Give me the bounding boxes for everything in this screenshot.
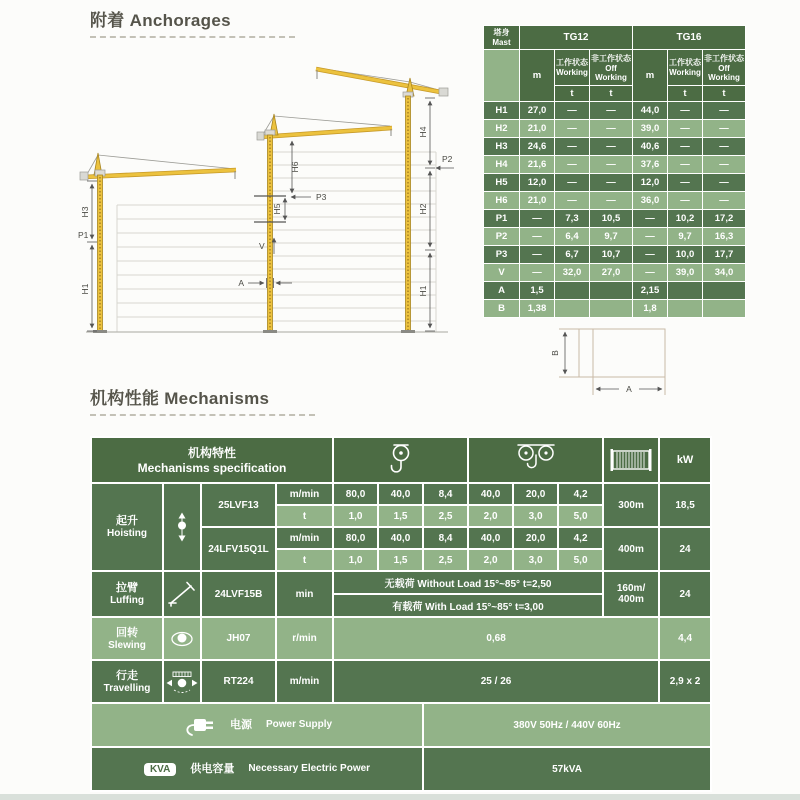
hoisting-zh: 起升	[116, 515, 138, 527]
anchorage-value-cell	[703, 282, 746, 300]
travelling-zh: 行走	[116, 669, 138, 682]
mechanism-slewing-label	[91, 617, 163, 660]
value-cell: 40,0	[468, 527, 513, 549]
anchorage-value-cell: —	[668, 138, 703, 156]
dim-label-a: A	[238, 278, 244, 288]
anchorage-row-label: B	[484, 300, 520, 318]
anchorage-table	[483, 25, 746, 318]
anchorages-title: 附着 Anchorages	[90, 6, 295, 38]
travelling-value: 25 / 26	[333, 660, 659, 703]
anchorage-value-cell: 27,0	[520, 102, 555, 120]
anchorage-value-cell: —	[703, 120, 746, 138]
anchorage-value-cell: 6,7	[555, 246, 590, 264]
anchorage-value-cell: —	[590, 120, 633, 138]
dim-label-p2: P2	[442, 154, 453, 164]
luffing-zh: 拉臂	[116, 582, 138, 594]
anchorage-value-cell: 1,5	[520, 282, 555, 300]
anchorage-row	[484, 300, 746, 318]
mast-corner-en: Mast	[492, 38, 511, 47]
anchorage-value-cell: 10,5	[590, 210, 633, 228]
value-cell: 20,0	[513, 527, 558, 549]
value-cell: 4,2	[558, 527, 603, 549]
anchorage-value-cell: —	[590, 138, 633, 156]
value-cell: 1,0	[333, 549, 378, 571]
power-cell: 2,9 x 2	[659, 660, 711, 703]
anchorage-row	[484, 246, 746, 264]
electric-power-zh: 供电容量	[190, 763, 235, 775]
value-cell: 2,0	[468, 549, 513, 571]
power-supply-label-cell	[91, 703, 423, 747]
rope-drum-column-header	[603, 437, 659, 483]
unit-cell: m/min	[276, 660, 333, 703]
anchorage-value-cell: 12,0	[520, 174, 555, 192]
dim-label-h1-left: H1	[80, 283, 90, 295]
unit-cell: t	[276, 505, 333, 527]
value-cell: 2,0	[468, 505, 513, 527]
value-cell: 40,0	[378, 483, 423, 505]
unit-cell: t	[276, 549, 333, 571]
value-cell: 8,4	[423, 527, 468, 549]
value-cell: 4,2	[558, 483, 603, 505]
unit-cell: r/min	[276, 617, 333, 660]
slewing-value: 0,68	[333, 617, 659, 660]
anchorage-value-cell: —	[590, 174, 633, 192]
anchorage-value-cell: —	[590, 102, 633, 120]
anchorage-value-cell: 44,0	[633, 102, 668, 120]
travelling-en: Travelling	[103, 682, 151, 694]
slewing-icon	[169, 629, 195, 649]
anchorage-value-cell: 1,8	[633, 300, 668, 318]
anchorage-value-cell: 10,0	[668, 246, 703, 264]
luffing-icon-cell	[163, 571, 201, 617]
anchorage-value-cell: —	[703, 156, 746, 174]
rope-length-cell: 300m	[603, 483, 659, 527]
working-en: Working	[556, 68, 588, 77]
rope-drum-icon	[609, 447, 653, 473]
dim-label-h4: H4	[418, 126, 428, 138]
anchorage-value-cell: 16,3	[703, 228, 746, 246]
anchorage-value-cell: 32,0	[555, 264, 590, 282]
spec-zh: 机构特性	[188, 445, 237, 460]
col-header-offworking-tg12	[590, 50, 633, 86]
slewing-model: JH07	[201, 617, 276, 660]
travelling-icon	[165, 670, 199, 694]
value-cell: 3,0	[513, 549, 558, 571]
double-hook-icon	[510, 441, 562, 479]
anchorage-value-cell: —	[520, 210, 555, 228]
corner-empty-cell	[484, 50, 520, 102]
power-cell: 18,5	[659, 483, 711, 527]
anchorage-value-cell: —	[668, 102, 703, 120]
luffing-icon	[167, 581, 197, 607]
building-low-block	[117, 205, 269, 332]
travelling-icon-cell	[163, 660, 201, 703]
anchorage-row	[484, 192, 746, 210]
anchorage-row-label: H3	[484, 138, 520, 156]
anchorage-value-cell: 34,0	[703, 264, 746, 282]
mechanisms-spec-header	[91, 437, 333, 483]
value-cell: 3,0	[513, 505, 558, 527]
hoisting-model-1: 24LFV15Q1L	[201, 527, 276, 571]
anchorage-row	[484, 282, 746, 300]
anchorage-value-cell: —	[633, 264, 668, 282]
crane-middle	[254, 114, 392, 333]
anchorage-value-cell: 21,6	[520, 156, 555, 174]
anchorage-row-label: V	[484, 264, 520, 282]
anchorage-value-cell: —	[703, 192, 746, 210]
luffing-condition-2: 有载荷 With Load 15°~85° t=3,00	[333, 594, 603, 617]
value-cell: 8,4	[423, 483, 468, 505]
anchorage-row-label: H6	[484, 192, 520, 210]
anchorage-value-cell: —	[668, 192, 703, 210]
kva-badge: KVA	[144, 763, 176, 776]
slewing-en: Slewing	[108, 639, 146, 651]
power-supply-value: 380V 50Hz / 440V 60Hz	[423, 703, 711, 747]
cross-section-label-a: A	[626, 384, 632, 394]
dim-label-h1-right: H1	[418, 285, 428, 297]
anchorage-row	[484, 120, 746, 138]
anchorage-value-cell: 21,0	[520, 120, 555, 138]
value-cell: 2,5	[423, 549, 468, 571]
anchorage-value-cell: 9,7	[668, 228, 703, 246]
mast-corner-header	[484, 26, 520, 50]
mechanism-luffing-label	[91, 571, 163, 617]
value-cell: 1,5	[378, 549, 423, 571]
anchorage-value-cell: 36,0	[633, 192, 668, 210]
anchorage-value-cell	[555, 282, 590, 300]
anchorage-value-cell: 39,0	[633, 120, 668, 138]
anchorage-value-cell: 27,0	[590, 264, 633, 282]
anchorage-value-cell: 7,3	[555, 210, 590, 228]
power-cell: 24	[659, 527, 711, 571]
mast-corner-zh: 塔身	[493, 28, 510, 37]
anchorage-value-cell: 2,15	[633, 282, 668, 300]
anchorage-value-cell: —	[590, 192, 633, 210]
anchorage-value-cell: 12,0	[633, 174, 668, 192]
dimension-right	[425, 98, 454, 331]
power-plug-icon	[182, 712, 216, 738]
col-header-m-tg12: m	[520, 50, 555, 102]
anchorage-value-cell: —	[555, 192, 590, 210]
group-header-tg16: TG16	[633, 26, 746, 50]
anchorage-row-label: H5	[484, 174, 520, 192]
anchorage-value-cell: —	[703, 138, 746, 156]
anchorage-value-cell: 10,7	[590, 246, 633, 264]
col-header-working-tg12	[555, 50, 590, 86]
mechanisms-title: 机构性能 Mechanisms	[90, 384, 315, 416]
anchorage-value-cell: 10,2	[668, 210, 703, 228]
dimension-left	[87, 181, 97, 331]
dim-label-p3: P3	[316, 192, 327, 202]
anchorage-row	[484, 156, 746, 174]
luffing-condition-1: 无载荷 Without Load 15°~85° t=2,50	[333, 571, 603, 594]
anchorage-value-cell: —	[633, 228, 668, 246]
dim-label-h6: H6	[290, 161, 300, 173]
anchorage-value-cell: 39,0	[668, 264, 703, 282]
mechanism-hoisting-label	[91, 483, 163, 571]
kw-column-header: kW	[659, 437, 711, 483]
unit-header-t: t	[703, 86, 746, 102]
rope-length-cell	[603, 571, 659, 617]
unit-header-t: t	[590, 86, 633, 102]
anchorage-row-label: P1	[484, 210, 520, 228]
anchorage-value-cell: —	[520, 228, 555, 246]
value-cell: 5,0	[558, 549, 603, 571]
off-en1: Off	[718, 63, 730, 73]
value-cell: 40,0	[378, 527, 423, 549]
anchorage-value-cell: —	[555, 138, 590, 156]
cross-section-dims	[565, 332, 662, 389]
rope-line1: 160m/	[616, 583, 646, 594]
anchorage-value-cell: 17,7	[703, 246, 746, 264]
anchorage-row-label: P3	[484, 246, 520, 264]
anchorage-value-cell	[555, 300, 590, 318]
luffing-model: 24LVF15B	[201, 571, 276, 617]
unit-cell: min	[276, 571, 333, 617]
anchorage-value-cell: —	[668, 120, 703, 138]
off-en2: Working	[595, 72, 627, 82]
power-cell: 24	[659, 571, 711, 617]
anchorage-row-label: A	[484, 282, 520, 300]
anchorage-value-cell: —	[590, 156, 633, 174]
anchorage-row-label: H2	[484, 120, 520, 138]
spec-en: Mechanisms specification	[137, 460, 287, 475]
building-tall-block	[272, 152, 436, 332]
anchorage-value-cell: 6,4	[555, 228, 590, 246]
anchorage-value-cell: 40,6	[633, 138, 668, 156]
anchorage-value-cell: 9,7	[590, 228, 633, 246]
double-hook-column-header	[468, 437, 603, 483]
anchorage-row	[484, 174, 746, 192]
anchorage-value-cell: —	[555, 156, 590, 174]
off-en1: Off	[605, 63, 617, 73]
anchorage-value-cell: 37,6	[633, 156, 668, 174]
crane-left	[80, 153, 236, 333]
anchorage-row-label: P2	[484, 228, 520, 246]
anchorage-value-cell: 21,0	[520, 192, 555, 210]
anchorage-value-cell	[668, 300, 703, 318]
off-zh: 非工作状态	[704, 53, 744, 63]
dim-label-p1: P1	[78, 230, 89, 240]
hook-icon	[383, 441, 419, 479]
anchorage-value-cell: 17,2	[703, 210, 746, 228]
hoisting-en: Hoisting	[107, 528, 147, 539]
value-cell: 5,0	[558, 505, 603, 527]
value-cell: 20,0	[513, 483, 558, 505]
unit-cell: m/min	[276, 483, 333, 505]
electric-power-en: Necessary Electric Power	[248, 763, 371, 774]
mast-cross-section-diagram	[543, 315, 673, 405]
anchorage-row	[484, 264, 746, 282]
luffing-en: Luffing	[110, 595, 144, 606]
anchorage-value-cell: 1,38	[520, 300, 555, 318]
slewing-icon-cell	[163, 617, 201, 660]
anchorage-diagram	[78, 34, 468, 339]
anchorage-row	[484, 210, 746, 228]
value-cell: 80,0	[333, 483, 378, 505]
value-cell: 40,0	[468, 483, 513, 505]
anchorage-row	[484, 228, 746, 246]
anchorage-value-cell: —	[555, 174, 590, 192]
unit-header-t: t	[668, 86, 703, 102]
col-header-offworking-tg16	[703, 50, 746, 86]
col-header-m-tg16: m	[633, 50, 668, 102]
hoisting-icon-cell	[163, 483, 201, 571]
rope-length-cell: 400m	[603, 527, 659, 571]
mechanism-travelling-label	[91, 660, 163, 703]
anchorage-value-cell: —	[555, 102, 590, 120]
anchorage-value-cell: —	[633, 246, 668, 264]
dim-label-v: V	[259, 241, 265, 251]
anchorage-value-cell: 24,6	[520, 138, 555, 156]
dim-label-h3: H3	[80, 206, 90, 218]
anchorage-row	[484, 102, 746, 120]
power-cell: 4,4	[659, 617, 711, 660]
value-cell: 2,5	[423, 505, 468, 527]
hoisting-model-0: 25LVF13	[201, 483, 276, 527]
hoisting-icon	[176, 512, 188, 542]
single-hook-column-header	[333, 437, 468, 483]
anchorage-row-label: H1	[484, 102, 520, 120]
power-supply-zh: 电源	[229, 719, 252, 731]
anchorage-value-cell: —	[703, 102, 746, 120]
anchorage-value-cell: —	[555, 120, 590, 138]
anchorage-value-cell: —	[703, 174, 746, 192]
anchorage-value-cell: —	[520, 246, 555, 264]
anchorage-row-label: H4	[484, 156, 520, 174]
anchorage-value-cell: —	[633, 210, 668, 228]
travelling-model: RT224	[201, 660, 276, 703]
off-en2: Working	[708, 72, 740, 82]
anchorage-value-cell	[668, 282, 703, 300]
cross-section-label-b: B	[550, 350, 560, 356]
dim-label-h5: H5	[272, 203, 282, 215]
dim-label-h2: H2	[418, 203, 428, 215]
value-cell: 1,5	[378, 505, 423, 527]
working-zh: 工作状态	[669, 58, 701, 67]
power-supply-en: Power Supply	[265, 719, 333, 730]
col-header-working-tg16	[668, 50, 703, 86]
mechanisms-table	[90, 436, 712, 792]
slewing-zh: 回转	[116, 626, 138, 639]
value-cell: 80,0	[333, 527, 378, 549]
electric-power-value: 57kVA	[423, 747, 711, 791]
unit-cell: m/min	[276, 527, 333, 549]
electric-power-label-cell	[91, 747, 423, 791]
anchorage-row	[484, 138, 746, 156]
group-header-tg12: TG12	[520, 26, 633, 50]
anchorage-value-cell	[590, 300, 633, 318]
working-zh: 工作状态	[556, 58, 588, 67]
anchorage-value-cell: —	[668, 156, 703, 174]
off-zh: 非工作状态	[591, 53, 631, 63]
anchorage-value-cell	[703, 300, 746, 318]
rope-line2: 400m	[618, 594, 644, 605]
crane-right	[316, 68, 448, 333]
anchorage-value-cell	[590, 282, 633, 300]
cross-section-outline	[559, 329, 665, 395]
unit-header-t: t	[555, 86, 590, 102]
anchorage-table-body	[484, 102, 746, 318]
anchorage-value-cell: —	[668, 174, 703, 192]
page-edge-strip	[0, 794, 800, 800]
anchorage-value-cell: —	[520, 264, 555, 282]
value-cell: 1,0	[333, 505, 378, 527]
working-en: Working	[669, 68, 701, 77]
